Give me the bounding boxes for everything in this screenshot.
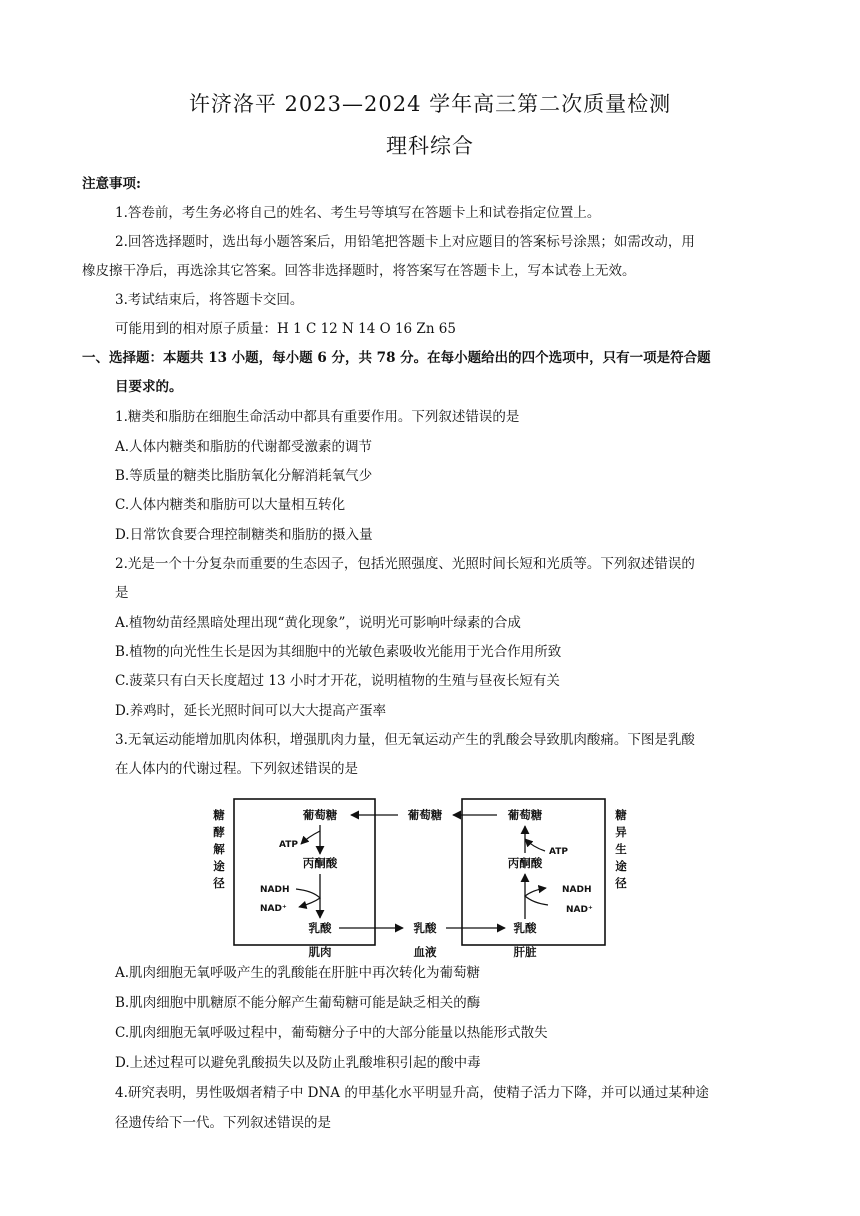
muscle-nad-label: NAD⁺ xyxy=(260,904,287,914)
q1-option-c: C.人体内糖类和脂肪可以大量相互转化 xyxy=(115,497,346,513)
right-pathway-char-3: 生 xyxy=(615,842,627,856)
diagram-svg xyxy=(205,795,655,960)
liver-lactate-label: 乳酸 xyxy=(513,921,537,935)
q2-option-a: A.植物幼苗经黑暗处理出现“黄化现象”，说明光可影响叶绿素的合成 xyxy=(115,615,521,631)
liver-label: 肝脏 xyxy=(513,945,537,959)
notice-item-3: 3.考试结束后，将答题卡交回。 xyxy=(115,292,304,308)
notice-heading: 注意事项: xyxy=(82,176,141,192)
q3-option-a: A.肌肉细胞无氧呼吸产生的乳酸能在肝脏中再次转化为葡萄糖 xyxy=(115,965,481,981)
left-pathway-char-5: 径 xyxy=(213,876,225,890)
blood-glucose-label: 葡萄糖 xyxy=(407,808,443,822)
muscle-nadh-label: NADH xyxy=(260,885,290,895)
liver-atp-label: ATP xyxy=(549,847,569,857)
left-pathway-char-1: 糖 xyxy=(213,808,225,822)
liver-pyruvate-label: 丙酮酸 xyxy=(507,856,543,870)
q1-option-a: A.人体内糖类和脂肪的代谢都受激素的调节 xyxy=(115,439,373,455)
muscle-lactate-label: 乳酸 xyxy=(308,921,332,935)
atp-input-arrow xyxy=(525,839,545,851)
left-pathway-char-2: 酵 xyxy=(213,825,225,839)
q3-option-d: D.上述过程可以避免乳酸损失以及防止乳酸堆积引起的酸中毒 xyxy=(115,1055,481,1071)
q4-stem-line-1: 4.研究表明，男性吸烟者精子中 DNA 的甲基化水平明显升高，使精子活力下降，并可以通过某种途 xyxy=(115,1085,709,1101)
q1-option-b: B.等质量的糖类比脂肪氧化分解消耗氧气少 xyxy=(115,468,373,484)
q4-stem-line-2: 径遗传给下一代。下列叙述错误的是 xyxy=(115,1115,331,1131)
notice-item-2-line-1: 2.回答选择题时，选出每小题答案后，用铅笔把答题卡上对应题目的答案标号涂黑；如需改动，用 xyxy=(115,234,695,250)
nad-reduction-arrow xyxy=(525,888,548,905)
q2-stem-line-2: 是 xyxy=(115,585,129,601)
atp-output-arrow xyxy=(301,831,320,844)
blood-lactate-label: 乳酸 xyxy=(413,921,437,935)
lactate-metabolism-diagram xyxy=(205,795,655,960)
q2-option-d: D.养鸡时，延长光照时间可以大大提高产蛋率 xyxy=(115,703,387,719)
exam-title: 许济洛平 2023—2024 学年高三第二次质量检测 xyxy=(188,92,672,116)
q3-option-b: B.肌肉细胞中肌糖原不能分解产生葡萄糖可能是缺乏相关的酶 xyxy=(115,995,481,1011)
muscle-atp-label: ATP xyxy=(279,840,299,850)
blood-label: 血液 xyxy=(413,945,437,959)
section-1-heading-cont: 目要求的。 xyxy=(115,379,183,395)
q1-stem: 1.糖类和脂肪在细胞生命活动中都具有重要作用。下列叙述错误的是 xyxy=(115,409,520,425)
section-1-heading: 一、选择题：本题共 13 小题，每小题 6 分，共 78 分。在每小题给出的四个选项中，只有一项是符合题 xyxy=(82,350,711,366)
liver-nadh-label: NADH xyxy=(562,885,592,895)
right-pathway-char-4: 途 xyxy=(615,859,627,873)
q3-stem-line-2: 在人体内的代谢过程。下列叙述错误的是 xyxy=(115,761,358,777)
q2-option-b: B.植物的向光性生长是因为其细胞中的光敏色素吸收光能用于光合作用所致 xyxy=(115,644,562,660)
muscle-pyruvate-label: 丙酮酸 xyxy=(302,856,338,870)
notice-item-2-line-2: 橡皮擦干净后，再选涂其它答案。回答非选择题时，将答案写在答题卡上，写本试卷上无效。 xyxy=(82,263,636,279)
right-pathway-char-5: 径 xyxy=(615,876,627,890)
q2-stem-line-1: 2.光是一个十分复杂而重要的生态因子，包括光照强度、光照时间长短和光质等。下列叙述错误的 xyxy=(115,556,695,572)
nadh-oxidation-arrow xyxy=(296,889,320,907)
liver-glucose-label: 葡萄糖 xyxy=(507,808,543,822)
q3-stem-line-1: 3.无氧运动能增加肌肉体积，增强肌肉力量，但无氧运动产生的乳酸会导致肌肉酸痛。下图是乳酸 xyxy=(115,732,695,748)
notice-item-1: 1.答卷前，考生务必将自己的姓名、考生号等填写在答题卡上和试卷指定位置上。 xyxy=(115,205,601,221)
right-pathway-char-1: 糖 xyxy=(615,808,627,822)
atomic-mass-note: 可能用到的相对原子质量：H 1 C 12 N 14 O 16 Zn 65 xyxy=(115,321,456,337)
left-pathway-char-4: 途 xyxy=(213,859,225,873)
q3-option-c: C.肌肉细胞无氧呼吸过程中，葡萄糖分子中的大部分能量以热能形式散失 xyxy=(115,1025,548,1041)
exam-subject: 理科综合 xyxy=(386,134,474,158)
left-pathway-char-3: 解 xyxy=(213,842,225,856)
q1-option-d: D.日常饮食要合理控制糖类和脂肪的摄入量 xyxy=(115,527,373,543)
q2-option-c: C.菠菜只有白天长度超过 13 小时才开花，说明植物的生殖与昼夜长短有关 xyxy=(115,673,560,689)
right-pathway-char-2: 异 xyxy=(615,825,627,839)
muscle-label: 肌肉 xyxy=(308,945,332,959)
muscle-glucose-label: 葡萄糖 xyxy=(302,808,338,822)
liver-nad-label: NAD⁺ xyxy=(566,905,593,915)
